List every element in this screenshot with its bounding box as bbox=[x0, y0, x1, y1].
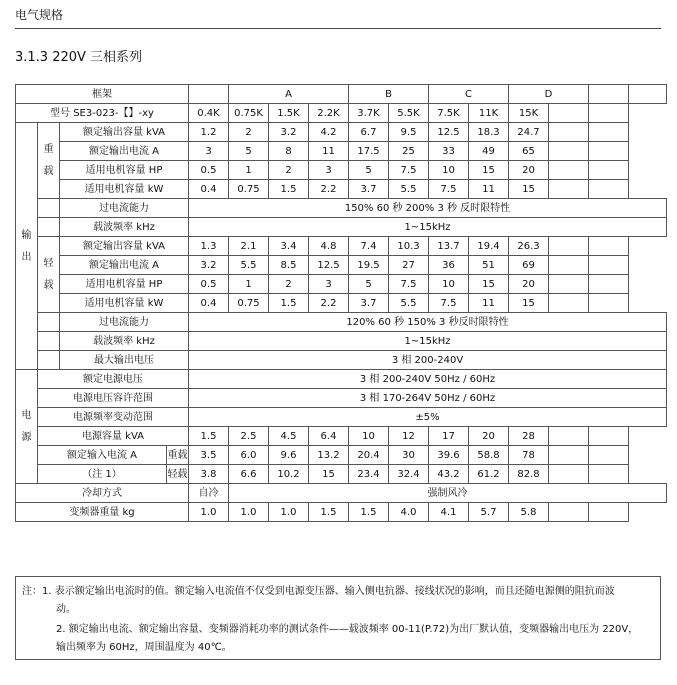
empty-cell bbox=[189, 85, 229, 104]
weight-label: 变频器重量 kg bbox=[16, 503, 189, 522]
value-cell: 19.5 bbox=[349, 256, 389, 275]
value-cell: 1.5 bbox=[269, 294, 309, 313]
value-cell: 12.5 bbox=[429, 123, 469, 142]
spec-label: 电源容量 kVA bbox=[38, 427, 189, 446]
input-light-label: 轻载 bbox=[167, 465, 189, 484]
vertical-label-char: 载 bbox=[43, 166, 54, 177]
spec-label: 过电流能力 bbox=[60, 313, 189, 332]
value-cell: 3 bbox=[309, 275, 349, 294]
value-cell: 4.8 bbox=[309, 237, 349, 256]
value-cell: 2 bbox=[269, 161, 309, 180]
spec-value: 3 相 200-240V 50Hz / 60Hz bbox=[189, 370, 667, 389]
spec-label: 最大输出电压 bbox=[60, 351, 189, 370]
table-row bbox=[16, 256, 667, 275]
empty-cell bbox=[589, 180, 629, 199]
header-divider bbox=[15, 28, 661, 29]
empty-cell bbox=[549, 446, 589, 465]
value-cell: 5.5 bbox=[389, 294, 429, 313]
empty-cell bbox=[38, 313, 60, 332]
model-cell: 2.2K bbox=[309, 104, 349, 123]
value-cell: 2 bbox=[229, 123, 269, 142]
spec-value: 1~15kHz bbox=[189, 332, 667, 351]
table-row bbox=[16, 142, 667, 161]
value-cell: 7.4 bbox=[349, 237, 389, 256]
value-cell: 6.0 bbox=[229, 446, 269, 465]
empty-cell bbox=[589, 256, 629, 275]
value-cell: 4.0 bbox=[389, 503, 429, 522]
spec-label: 额定输出电流 A bbox=[60, 256, 189, 275]
empty-cell bbox=[589, 275, 629, 294]
note-1-line-2: 动。 bbox=[56, 604, 76, 615]
table-row bbox=[16, 427, 667, 446]
value-cell: 17.5 bbox=[349, 142, 389, 161]
table-row bbox=[16, 332, 667, 351]
value-cell: 78 bbox=[509, 446, 549, 465]
table-row bbox=[16, 218, 667, 237]
value-cell: 8.5 bbox=[269, 256, 309, 275]
spec-label: 载波频率 kHz bbox=[60, 218, 189, 237]
value-cell: 69 bbox=[509, 256, 549, 275]
empty-cell bbox=[549, 465, 589, 484]
value-cell: 15 bbox=[469, 275, 509, 294]
value-cell: 20 bbox=[509, 275, 549, 294]
table-row bbox=[16, 199, 667, 218]
spec-label: 过电流能力 bbox=[60, 199, 189, 218]
cooling-forced: 强制风冷 bbox=[229, 484, 667, 503]
value-cell: 11 bbox=[469, 180, 509, 199]
model-cell: 1.5K bbox=[269, 104, 309, 123]
value-cell: 10.3 bbox=[389, 237, 429, 256]
notes-prefix: 注：1. bbox=[22, 586, 52, 597]
value-cell: 3.4 bbox=[269, 237, 309, 256]
model-cell: 5.5K bbox=[389, 104, 429, 123]
spec-label: 电源电压容许范围 bbox=[38, 389, 189, 408]
vertical-label-char: 载 bbox=[43, 280, 54, 291]
frame-a: A bbox=[229, 85, 349, 104]
table-row bbox=[16, 389, 667, 408]
empty-cell bbox=[549, 294, 589, 313]
spec-value: 1~15kHz bbox=[189, 218, 667, 237]
value-cell: 13.2 bbox=[309, 446, 349, 465]
value-cell: 1.5 bbox=[189, 427, 229, 446]
spec-label: 载波频率 kHz bbox=[60, 332, 189, 351]
value-cell: 7.5 bbox=[389, 161, 429, 180]
table-row bbox=[16, 446, 667, 465]
vertical-label-char: 出 bbox=[21, 251, 32, 263]
value-cell: 17 bbox=[429, 427, 469, 446]
value-cell: 3.8 bbox=[189, 465, 229, 484]
light-load-label bbox=[38, 237, 60, 313]
empty-cell bbox=[549, 275, 589, 294]
value-cell: 23.4 bbox=[349, 465, 389, 484]
value-cell: 20 bbox=[469, 427, 509, 446]
table-row bbox=[16, 104, 667, 123]
note-2-line-1: 2. 额定输出电流、额定输出容量、变频器消耗功率的测试条件——载波频率 00-11(P.72)为出厂默认值，变频器输出电压为 220V， bbox=[56, 624, 639, 635]
spec-value: ±5% bbox=[189, 408, 667, 427]
value-cell: 27 bbox=[389, 256, 429, 275]
power-group-label bbox=[16, 370, 38, 484]
cooling-label: 冷却方式 bbox=[16, 484, 189, 503]
value-cell: 4.5 bbox=[269, 427, 309, 446]
notes-box bbox=[15, 576, 661, 660]
value-cell: 36 bbox=[429, 256, 469, 275]
spec-value: 150% 60 秒 200% 3 秒 反时限特性 bbox=[189, 199, 667, 218]
note-1-line-1: 表示额定输出电流时的值。额定输入电流值不仅受到电源变压器、输入侧电抗器、接线状况的影响，而且还随电源侧的阻抗而波 bbox=[54, 586, 615, 597]
empty-cell bbox=[549, 256, 589, 275]
empty-cell bbox=[629, 85, 667, 104]
heavy-load-label bbox=[38, 123, 60, 199]
value-cell: 1.0 bbox=[229, 503, 269, 522]
value-cell: 0.75 bbox=[229, 180, 269, 199]
section-title: 3.1.3 220V 三相系列 bbox=[15, 50, 143, 65]
value-cell: 11 bbox=[309, 142, 349, 161]
value-cell: 1 bbox=[229, 161, 269, 180]
value-cell: 0.4 bbox=[189, 180, 229, 199]
page-header: 电气规格 bbox=[15, 8, 64, 22]
empty-cell bbox=[38, 351, 60, 370]
value-cell: 5.5 bbox=[389, 180, 429, 199]
table-row bbox=[16, 408, 667, 427]
value-cell: 3.5 bbox=[189, 446, 229, 465]
value-cell: 3 bbox=[309, 161, 349, 180]
cooling-natural: 自冷 bbox=[189, 484, 229, 503]
value-cell: 0.5 bbox=[189, 161, 229, 180]
value-cell: 3 bbox=[189, 142, 229, 161]
value-cell: 5.5 bbox=[229, 256, 269, 275]
table-row bbox=[16, 484, 667, 503]
empty-cell bbox=[589, 142, 629, 161]
table-row bbox=[16, 85, 667, 104]
value-cell: 15 bbox=[509, 294, 549, 313]
value-cell: 10 bbox=[349, 427, 389, 446]
value-cell: 10 bbox=[429, 275, 469, 294]
empty-cell bbox=[38, 218, 60, 237]
value-cell: 1.0 bbox=[189, 503, 229, 522]
value-cell: 6.6 bbox=[229, 465, 269, 484]
value-cell: 20 bbox=[509, 161, 549, 180]
value-cell: 4.2 bbox=[309, 123, 349, 142]
value-cell: 5 bbox=[229, 142, 269, 161]
value-cell: 9.6 bbox=[269, 446, 309, 465]
value-cell: 6.7 bbox=[349, 123, 389, 142]
value-cell: 5.8 bbox=[509, 503, 549, 522]
input-current-label: 额定输入电流 A bbox=[38, 446, 167, 465]
frame-label: 框架 bbox=[16, 85, 189, 104]
spec-label: 适用电机容量 HP bbox=[60, 275, 189, 294]
empty-cell bbox=[549, 123, 589, 142]
value-cell: 2.1 bbox=[229, 237, 269, 256]
model-cell: 0.75K bbox=[229, 104, 269, 123]
spec-value: 3 相 200-240V bbox=[189, 351, 667, 370]
value-cell: 82.8 bbox=[509, 465, 549, 484]
value-cell: 3.2 bbox=[189, 256, 229, 275]
input-current-note: （注 1） bbox=[38, 465, 167, 484]
value-cell: 6.4 bbox=[309, 427, 349, 446]
frame-b: B bbox=[349, 85, 429, 104]
spec-label: 适用电机容量 kW bbox=[60, 180, 189, 199]
empty-cell bbox=[589, 503, 629, 522]
value-cell: 15 bbox=[309, 465, 349, 484]
value-cell: 7.5 bbox=[429, 294, 469, 313]
empty-cell bbox=[589, 465, 629, 484]
value-cell: 19.4 bbox=[469, 237, 509, 256]
output-group-label bbox=[16, 123, 38, 370]
value-cell: 51 bbox=[469, 256, 509, 275]
value-cell: 5 bbox=[349, 161, 389, 180]
vertical-label-char: 输 bbox=[21, 229, 32, 241]
spec-label: 适用电机容量 HP bbox=[60, 161, 189, 180]
value-cell: 9.5 bbox=[389, 123, 429, 142]
empty-cell bbox=[38, 332, 60, 351]
value-cell: 61.2 bbox=[469, 465, 509, 484]
value-cell: 65 bbox=[509, 142, 549, 161]
value-cell: 1.0 bbox=[269, 503, 309, 522]
value-cell: 43.2 bbox=[429, 465, 469, 484]
table-row bbox=[16, 503, 667, 522]
value-cell: 1.5 bbox=[269, 180, 309, 199]
model-cell: 15K bbox=[509, 104, 549, 123]
value-cell: 2.2 bbox=[309, 294, 349, 313]
value-cell: 8 bbox=[269, 142, 309, 161]
spec-label: 额定输出容量 kVA bbox=[60, 237, 189, 256]
spec-label: 适用电机容量 kW bbox=[60, 294, 189, 313]
value-cell: 10 bbox=[429, 161, 469, 180]
empty-cell bbox=[549, 503, 589, 522]
value-cell: 3.2 bbox=[269, 123, 309, 142]
empty-cell bbox=[589, 104, 629, 123]
table-row bbox=[16, 161, 667, 180]
value-cell: 0.5 bbox=[189, 275, 229, 294]
spec-label: 额定输出容量 kVA bbox=[60, 123, 189, 142]
value-cell: 1.5 bbox=[309, 503, 349, 522]
empty-cell bbox=[38, 199, 60, 218]
empty-cell bbox=[589, 427, 629, 446]
empty-cell bbox=[549, 427, 589, 446]
table-row bbox=[16, 465, 667, 484]
spec-value: 120% 60 秒 150% 3 秒反时限特性 bbox=[189, 313, 667, 332]
empty-cell bbox=[549, 237, 589, 256]
value-cell: 49 bbox=[469, 142, 509, 161]
model-label: 型号 SE3-023-【】-xy bbox=[16, 104, 189, 123]
value-cell: 11 bbox=[469, 294, 509, 313]
value-cell: 26.3 bbox=[509, 237, 549, 256]
model-cell: 3.7K bbox=[349, 104, 389, 123]
empty-cell bbox=[549, 142, 589, 161]
value-cell: 7.5 bbox=[429, 180, 469, 199]
value-cell: 1.5 bbox=[349, 503, 389, 522]
table-row bbox=[16, 370, 667, 389]
value-cell: 13.7 bbox=[429, 237, 469, 256]
value-cell: 1 bbox=[229, 275, 269, 294]
value-cell: 10.2 bbox=[269, 465, 309, 484]
value-cell: 1.2 bbox=[189, 123, 229, 142]
empty-cell bbox=[549, 180, 589, 199]
value-cell: 2.2 bbox=[309, 180, 349, 199]
value-cell: 18.3 bbox=[469, 123, 509, 142]
vertical-label-char: 轻 bbox=[43, 258, 54, 269]
value-cell: 20.4 bbox=[349, 446, 389, 465]
vertical-label-char: 电 bbox=[21, 410, 32, 421]
table-row bbox=[16, 237, 667, 256]
model-cell: 7.5K bbox=[429, 104, 469, 123]
value-cell: 0.75 bbox=[229, 294, 269, 313]
note-2-line-2: 输出频率为 60Hz，周围温度为 40℃。 bbox=[56, 642, 232, 653]
value-cell: 0.4 bbox=[189, 294, 229, 313]
table-row bbox=[16, 294, 667, 313]
value-cell: 1.3 bbox=[189, 237, 229, 256]
value-cell: 15 bbox=[509, 180, 549, 199]
vertical-label-char: 源 bbox=[21, 432, 32, 443]
value-cell: 24.7 bbox=[509, 123, 549, 142]
table-row bbox=[16, 123, 667, 142]
table-row bbox=[16, 351, 667, 370]
empty-cell bbox=[589, 294, 629, 313]
spec-value: 3 相 170-264V 50Hz / 60Hz bbox=[189, 389, 667, 408]
value-cell: 5 bbox=[349, 275, 389, 294]
value-cell: 30 bbox=[389, 446, 429, 465]
empty-cell bbox=[549, 104, 589, 123]
vertical-label-char: 重 bbox=[43, 144, 54, 155]
model-cell: 11K bbox=[469, 104, 509, 123]
value-cell: 39.6 bbox=[429, 446, 469, 465]
value-cell: 3.7 bbox=[349, 180, 389, 199]
value-cell: 28 bbox=[509, 427, 549, 446]
frame-d: D bbox=[509, 85, 589, 104]
value-cell: 33 bbox=[429, 142, 469, 161]
frame-c: C bbox=[429, 85, 509, 104]
value-cell: 7.5 bbox=[389, 275, 429, 294]
value-cell: 12 bbox=[389, 427, 429, 446]
table-row bbox=[16, 275, 667, 294]
spec-label: 额定电源电压 bbox=[38, 370, 189, 389]
empty-cell bbox=[589, 85, 629, 104]
empty-cell bbox=[589, 446, 629, 465]
spec-label: 电源频率变动范围 bbox=[38, 408, 189, 427]
table-row bbox=[16, 313, 667, 332]
empty-cell bbox=[589, 123, 629, 142]
empty-cell bbox=[549, 161, 589, 180]
value-cell: 5.7 bbox=[469, 503, 509, 522]
spec-label: 额定输出电流 A bbox=[60, 142, 189, 161]
value-cell: 58.8 bbox=[469, 446, 509, 465]
value-cell: 12.5 bbox=[309, 256, 349, 275]
value-cell: 3.7 bbox=[349, 294, 389, 313]
value-cell: 4.1 bbox=[429, 503, 469, 522]
value-cell: 2 bbox=[269, 275, 309, 294]
spec-table bbox=[15, 84, 667, 522]
value-cell: 2.5 bbox=[229, 427, 269, 446]
model-cell: 0.4K bbox=[189, 104, 229, 123]
value-cell: 25 bbox=[389, 142, 429, 161]
value-cell: 15 bbox=[469, 161, 509, 180]
empty-cell bbox=[589, 161, 629, 180]
empty-cell bbox=[589, 237, 629, 256]
input-heavy-label: 重载 bbox=[167, 446, 189, 465]
table-row bbox=[16, 180, 667, 199]
value-cell: 32.4 bbox=[389, 465, 429, 484]
